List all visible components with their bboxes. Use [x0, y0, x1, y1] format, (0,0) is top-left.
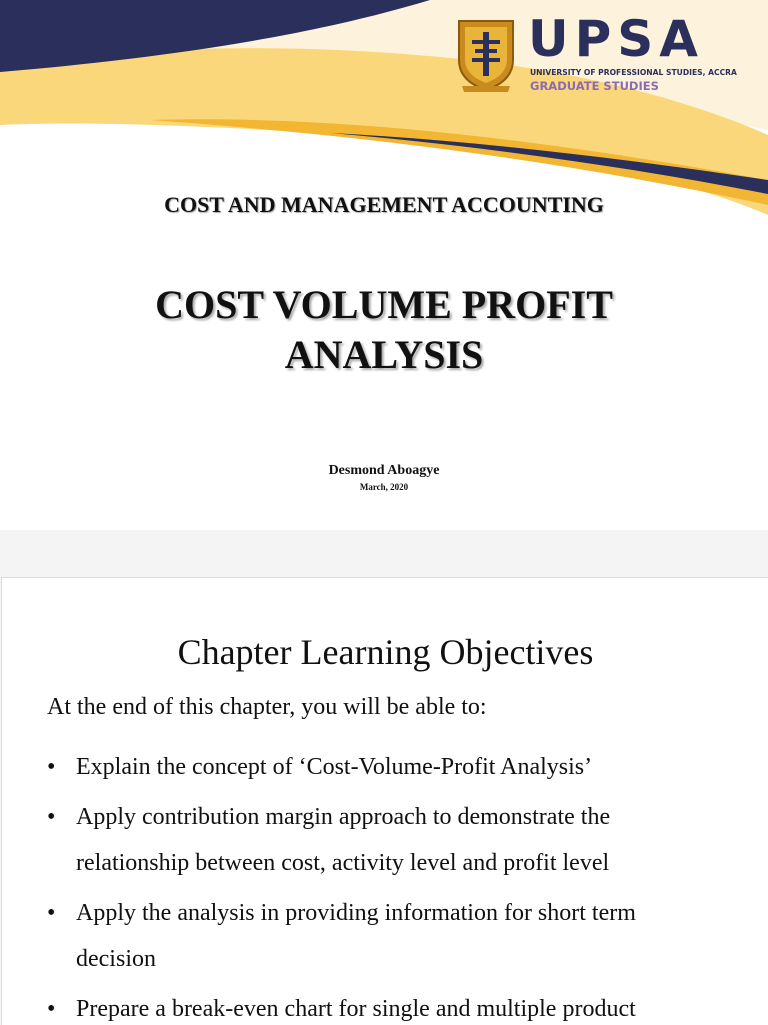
list-item-text: Explain the concept of ‘Cost-Volume-Profit Analysis’	[76, 754, 593, 780]
list-item	[47, 890, 747, 982]
objectives-slide	[1, 577, 768, 1025]
bullet-icon: •	[47, 996, 56, 1022]
logo-wordmark: UPSA	[528, 10, 704, 68]
objectives-intro: At the end of this chapter, you will be able to:	[47, 694, 487, 720]
division-name: GRADUATE STUDIES	[530, 79, 659, 93]
list-item-text: Apply the analysis in providing information for short term	[76, 900, 636, 926]
presentation-date: March, 2020	[359, 482, 409, 492]
objectives-title: Chapter Learning Objectives	[177, 632, 594, 672]
author-name: Desmond Aboagye	[328, 463, 440, 478]
list-item	[47, 744, 747, 790]
bullet-icon: •	[47, 804, 56, 830]
list-item-text: Apply contribution margin approach to demonstrate the	[76, 804, 611, 830]
slide-title-line2: ANALYSIS	[284, 332, 484, 377]
bullet-icon: •	[47, 754, 56, 780]
list-item-text-continued: decision	[76, 946, 156, 972]
slide-title-line1: COST VOLUME PROFIT	[155, 282, 613, 327]
objectives-list	[47, 744, 747, 1025]
slide-title	[84, 280, 684, 380]
list-item-text: Prepare a break-even chart for single and multiple product	[76, 996, 636, 1022]
upsa-crest-icon	[456, 18, 516, 94]
university-name: UNIVERSITY OF PROFESSIONAL STUDIES, ACCRA	[530, 68, 737, 77]
bullet-icon: •	[47, 900, 56, 926]
list-item	[47, 794, 747, 886]
list-item	[47, 986, 747, 1025]
list-item-text-continued: relationship between cost, activity level and profit level	[76, 850, 610, 876]
course-title: COST AND MANAGEMENT ACCOUNTING	[164, 192, 604, 217]
